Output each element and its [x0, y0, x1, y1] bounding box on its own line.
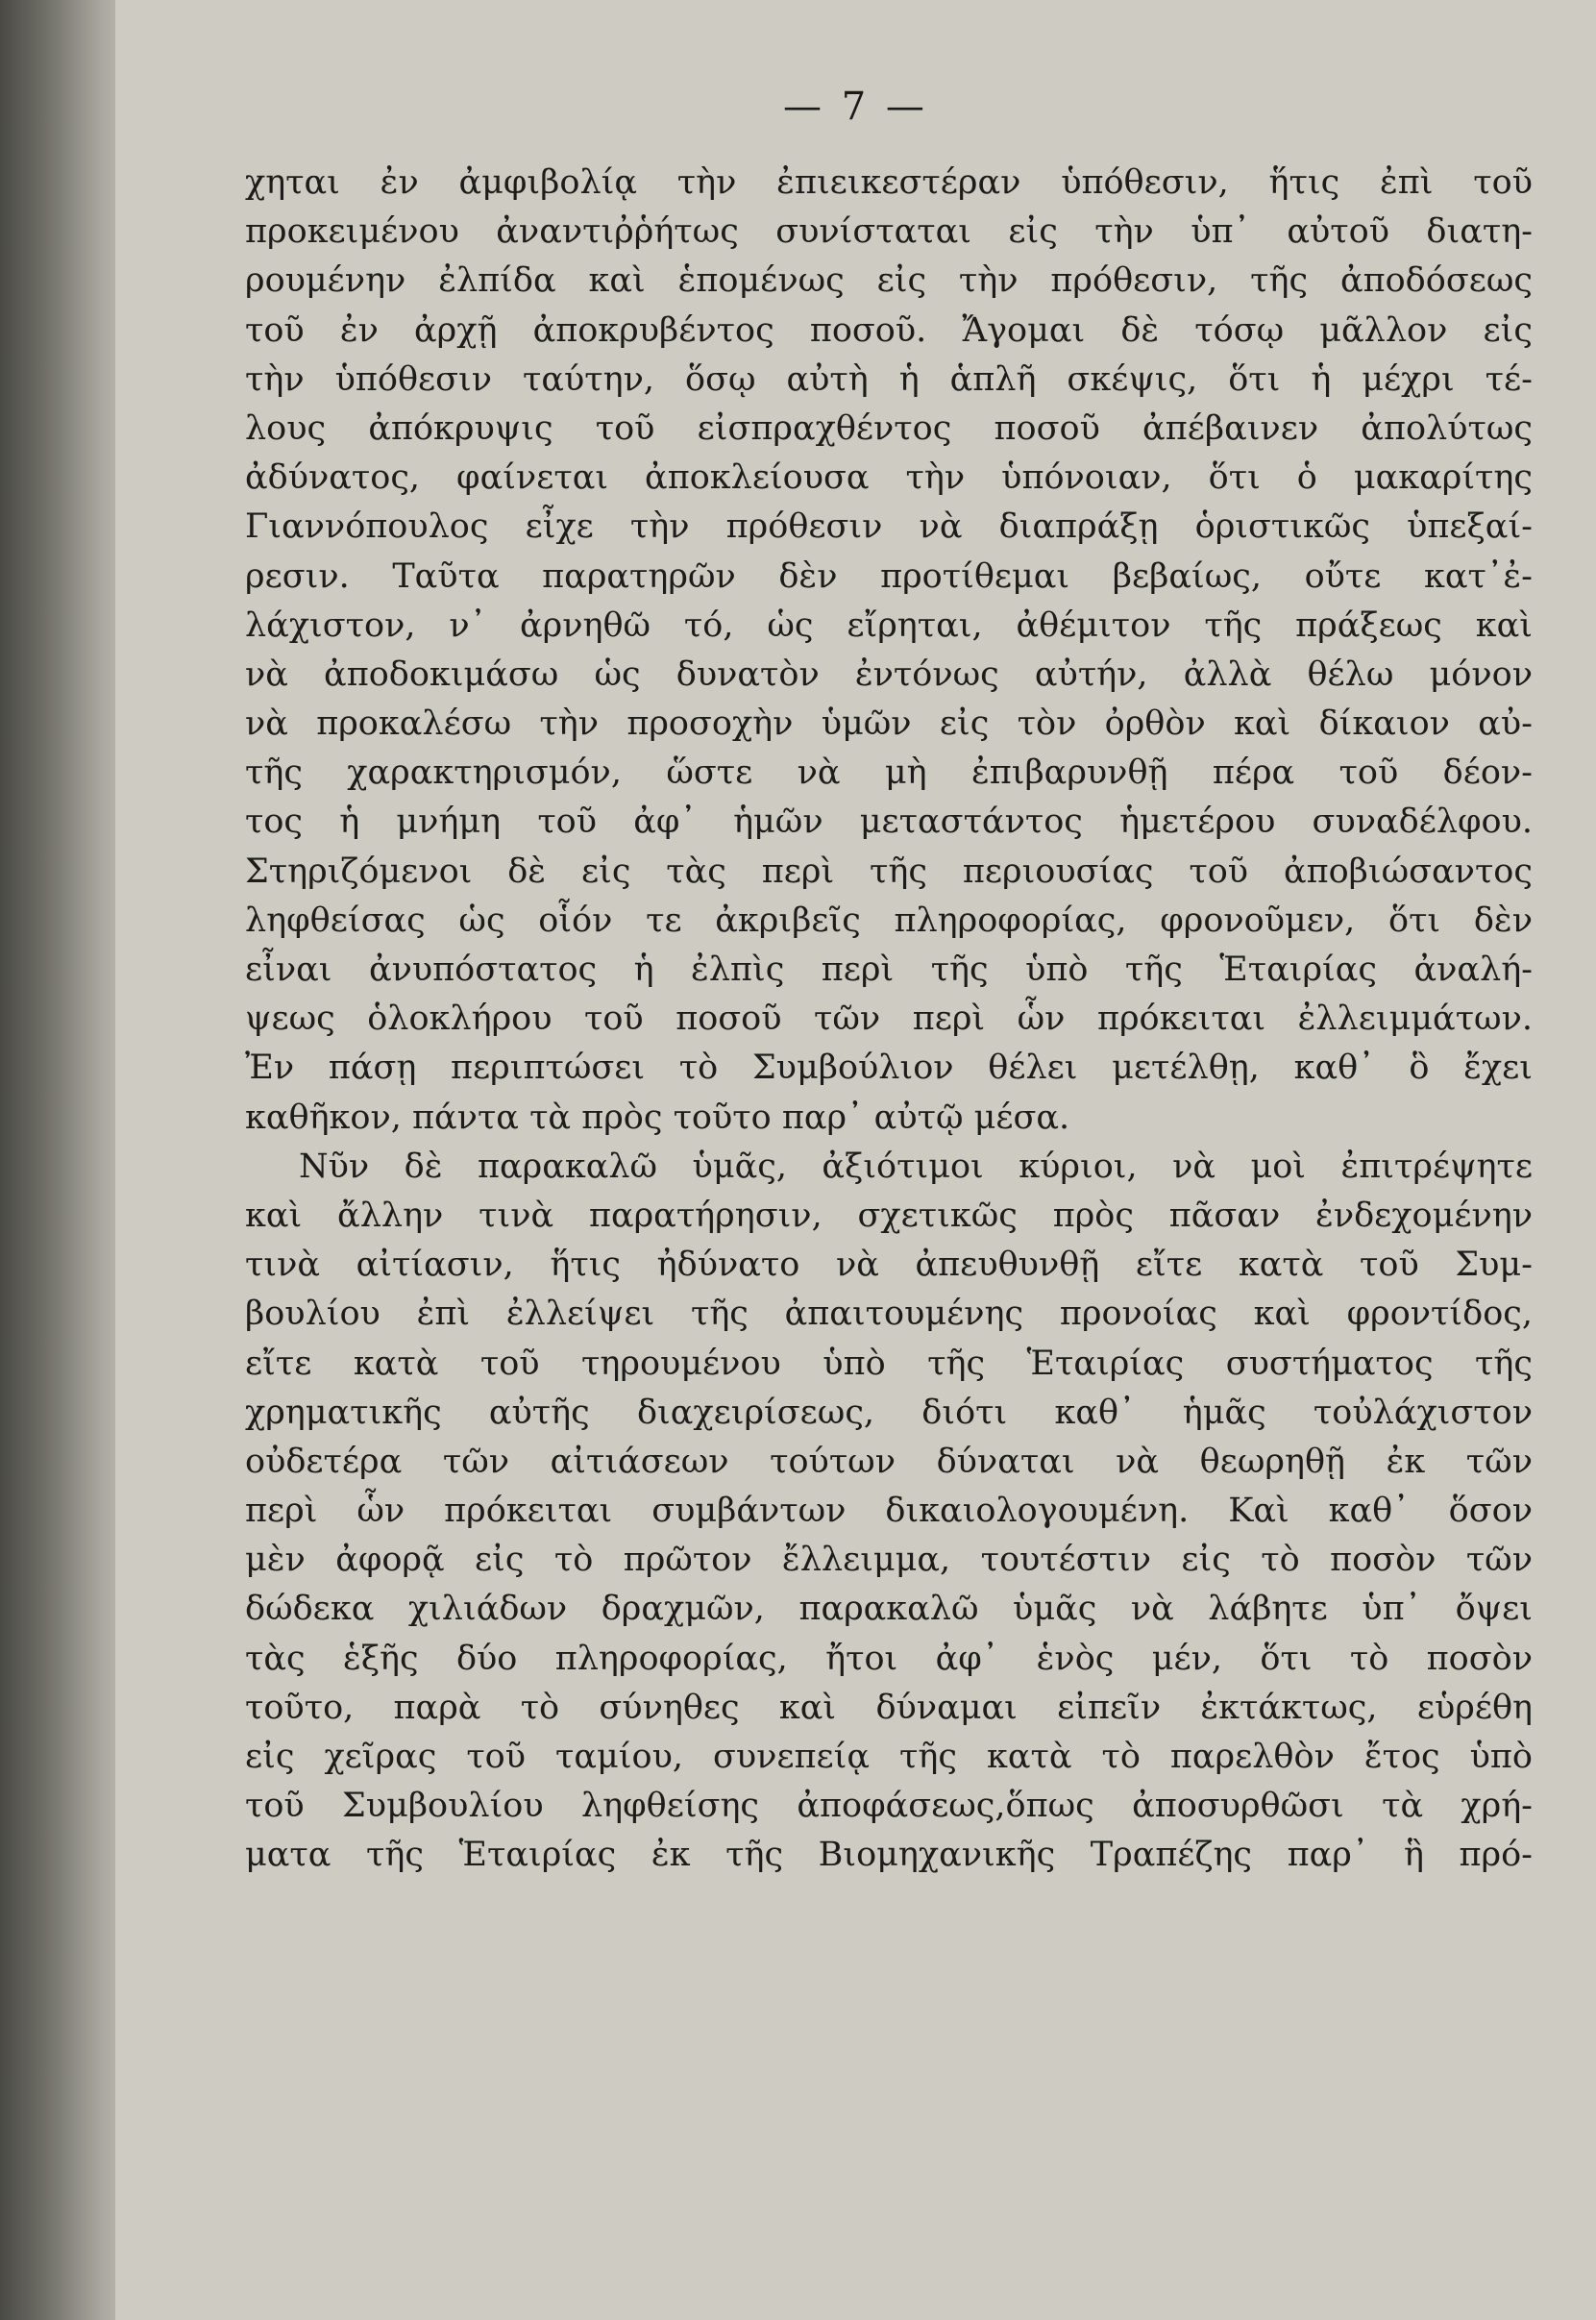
- text-line: χρηματικῆς αὐτῆς διαχειρίσεως, διότι καθ᾽ ἡμᾶς τοὐλάχιστον: [245, 1393, 1533, 1432]
- text-line: νὰ προκαλέσω τὴν προσοχὴν ὑμῶν εἰς τὸν ὀρθὸν καὶ δίκαιον αὐ-: [245, 704, 1533, 744]
- text-line: ρεσιν. Ταῦτα παρατηρῶν δὲν προτίθεμαι βεβαίως, οὔτε κατ᾽ἐ-: [245, 556, 1533, 596]
- scanned-page: [115, 0, 1596, 2320]
- text-line: λους ἀπόκρυψις τοῦ εἰσπραχθέντος ποσοῦ ἀπέβαινεν ἀπολύτως: [245, 408, 1533, 448]
- text-line: νὰ ἀποδοκιμάσω ὡς δυνατὸν ἐντόνως αὐτήν, ἀλλὰ θέλω μόνον: [245, 654, 1533, 694]
- text-line: Γιαννόπουλος εἶχε τὴν πρόθεσιν νὰ διαπράξῃ ὁριστικῶς ὑπεξαί-: [245, 507, 1533, 547]
- page-number: — 7 —: [783, 85, 928, 129]
- text-line: τῆς χαρακτηρισμόν, ὥστε νὰ μὴ ἐπιβαρυνθῇ πέρα τοῦ δέον-: [245, 753, 1533, 793]
- text-line: Νῦν δὲ παρακαλῶ ὑμᾶς, ἀξιότιμοι κύριοι, νὰ μοὶ ἐπιτρέψητε: [299, 1147, 1533, 1186]
- text-line: τινὰ αἰτίασιν, ἥτις ἠδύνατο νὰ ἀπευθυνθῇ εἴτε κατὰ τοῦ Συμ-: [245, 1246, 1533, 1285]
- text-line: μὲν ἀφορᾷ εἰς τὸ πρῶτον ἔλλειμμα, τουτέστιν εἰς τὸ ποσὸν τῶν: [245, 1541, 1533, 1580]
- text-line: ληφθείσας ὡς οἷόν τε ἀκριβεῖς πληροφορίας, φρονοῦμεν, ὅτι δὲν: [245, 901, 1533, 940]
- text-line: ψεως ὁλοκλήρου τοῦ ποσοῦ τῶν περὶ ὧν πρόκειται ἐλλειμμάτων.: [245, 1000, 1533, 1039]
- text-line: καὶ ἄλλην τινὰ παρατήρησιν, σχετικῶς πρὸς πᾶσαν ἐνδεχομένην: [245, 1196, 1533, 1235]
- text-line: Στηριζόμενοι δὲ εἰς τὰς περὶ τῆς περιουσίας τοῦ ἀποβιώσαντος: [245, 851, 1533, 891]
- text-line: εἴτε κατὰ τοῦ τηρουμένου ὑπὸ τῆς Ἑταιρίας συστήματος τῆς: [245, 1344, 1533, 1383]
- text-line: δώδεκα χιλιάδων δραχμῶν, παρακαλῶ ὑμᾶς νὰ λάβητε ὑπ᾽ ὄψει: [245, 1590, 1533, 1629]
- text-line: τοῦ Συμβουλίου ληφθείσης ἀποφάσεως,ὅπως ἀποσυρθῶσι τὰ χρή-: [245, 1787, 1533, 1826]
- text-line: τὰς ἑξῆς δύο πληροφορίας, ἤτοι ἀφ᾽ ἑνὸς μέν, ὅτι τὸ ποσὸν: [245, 1639, 1533, 1678]
- text-line: Ἐν πάσῃ περιπτώσει τὸ Συμβούλιον θέλει μετέλθῃ, καθ᾽ ὃ ἔχει: [245, 1049, 1533, 1088]
- text-line: ἀδύνατος, φαίνεται ἀποκλείουσα τὴν ὑπόνοιαν, ὅτι ὁ μακαρίτης: [245, 458, 1533, 498]
- body-text: [245, 159, 1533, 1881]
- text-line: ματα τῆς Ἑταιρίας ἐκ τῆς Βιομηχανικῆς Τραπέζης παρ᾽ ἣ πρό-: [245, 1836, 1533, 1875]
- text-line: καθῆκον, πάντα τὰ πρὸς τοῦτο παρ᾽ αὐτῷ μέσα.: [245, 1098, 1070, 1137]
- text-line: εἰς χεῖρας τοῦ ταμίου, συνεπείᾳ τῆς κατὰ τὸ παρελθὸν ἔτος ὑπὸ: [245, 1738, 1533, 1776]
- text-line: τοῦτο, παρὰ τὸ σύνηθες καὶ δύναμαι εἰπεῖν ἐκτάκτως, εὑρέθη: [245, 1688, 1533, 1727]
- text-line: λάχιστον, ν᾽ ἀρνηθῶ τό, ὡς εἴρηται, ἀθέμιτον τῆς πράξεως καὶ: [245, 605, 1533, 645]
- text-line: προκειμένου ἀναντιῤῥήτως συνίσταται εἰς τὴν ὑπ᾽ αὐτοῦ διατη-: [245, 212, 1533, 252]
- text-line: βουλίου ἐπὶ ἐλλείψει τῆς ἀπαιτουμένης προνοίας καὶ φροντίδος,: [245, 1295, 1533, 1334]
- text-line: περὶ ὧν πρόκειται συμβάντων δικαιολογουμένη. Καὶ καθ᾽ ὅσον: [245, 1492, 1533, 1531]
- text-line: εἶναι ἀνυπόστατος ἡ ἐλπὶς περὶ τῆς ὑπὸ τῆς Ἑταιρίας ἀναλή-: [245, 950, 1533, 989]
- text-line: τοῦ ἐν ἀρχῇ ἀποκρυβέντος ποσοῦ. Ἄγομαι δὲ τόσῳ μᾶλλον εἰς: [245, 310, 1533, 350]
- text-line: τὴν ὑπόθεσιν ταύτην, ὅσῳ αὐτὴ ἡ ἁπλῆ σκέψις, ὅτι ἡ μέχρι τέ-: [245, 359, 1533, 399]
- text-line: τος ἡ μνήμη τοῦ ἀφ᾽ ἡμῶν μεταστάντος ἡμετέρου συναδέλφου.: [245, 802, 1533, 842]
- text-line: οὐδετέρα τῶν αἰτιάσεων τούτων δύναται νὰ θεωρηθῇ ἐκ τῶν: [245, 1442, 1533, 1481]
- text-line: ρουμένην ἐλπίδα καὶ ἑπομένως εἰς τὴν πρόθεσιν, τῆς ἀποδόσεως: [245, 261, 1533, 301]
- text-line: χηται ἐν ἀμφιβολίᾳ τὴν ἐπιεικεστέραν ὑπόθεσιν, ἥτις ἐπὶ τοῦ: [245, 163, 1533, 202]
